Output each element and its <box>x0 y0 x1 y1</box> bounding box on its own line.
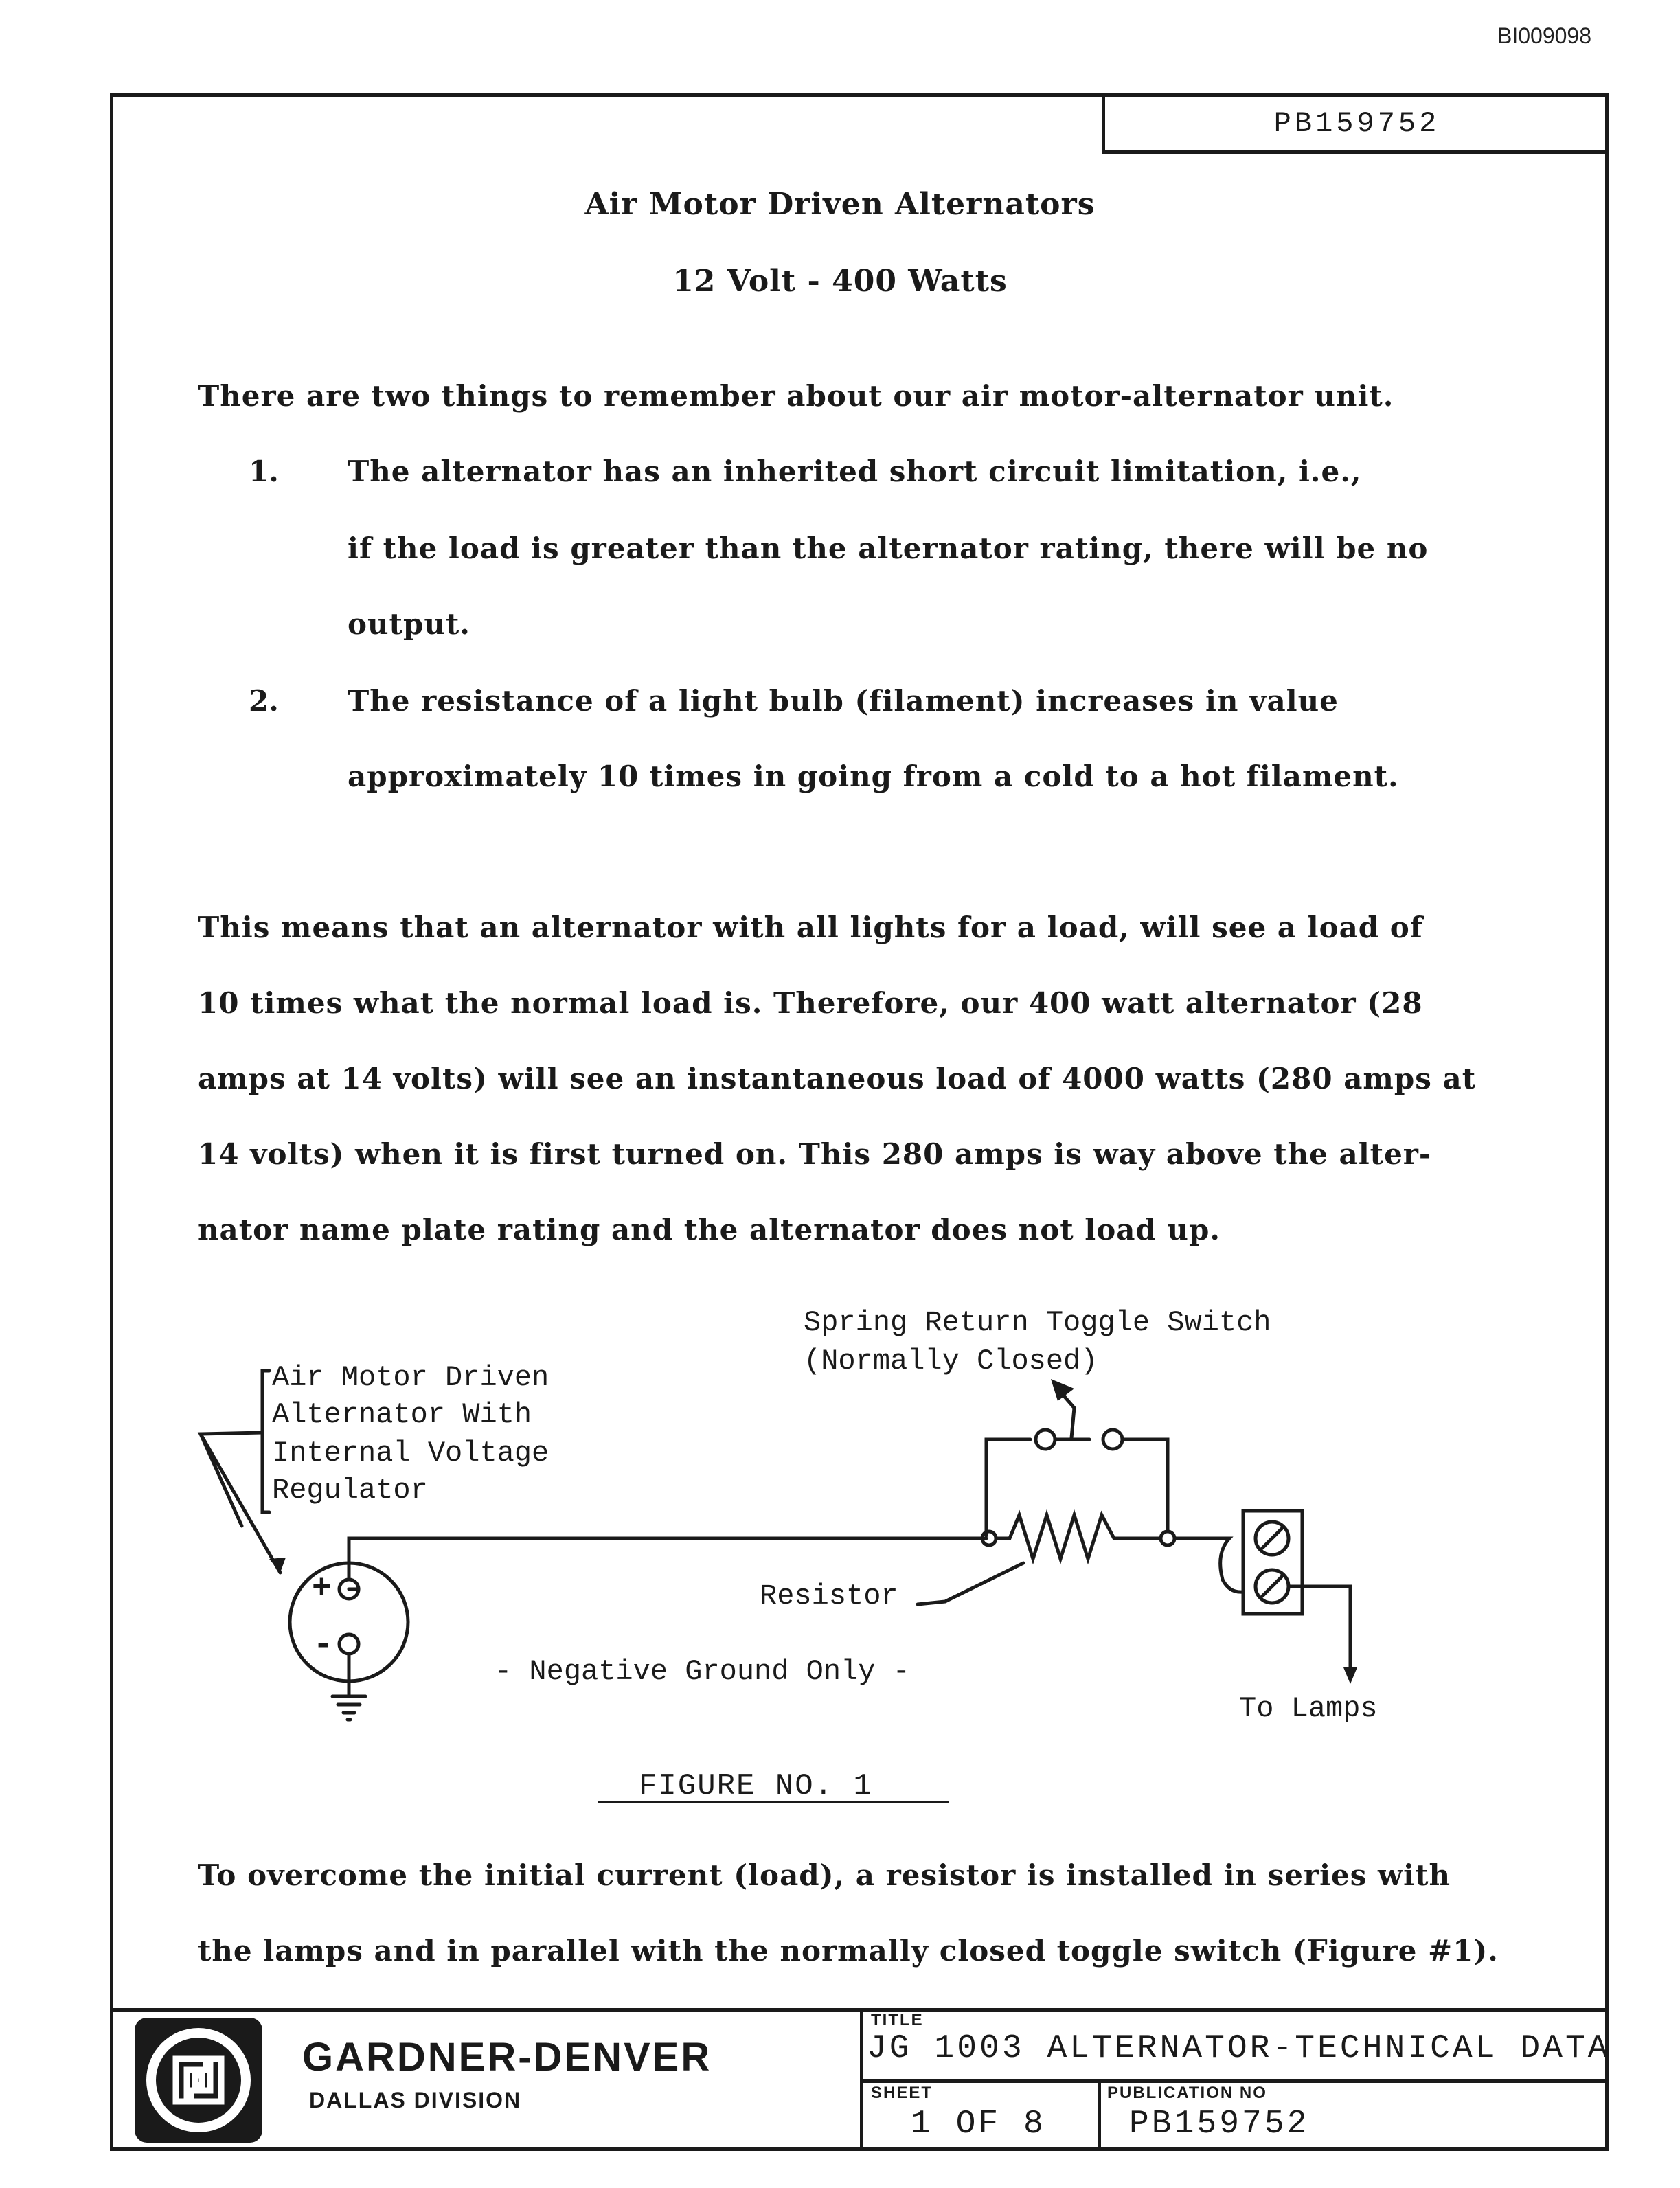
company-division: DALLAS DIVISION <box>309 2088 522 2112</box>
list-item-line: if the load is greater than the alternator rating, there will be no <box>348 532 1429 565</box>
list-item-line: output. <box>348 607 470 641</box>
leader-line <box>201 1433 280 1573</box>
publication-field-value: PB159752 <box>1129 2106 1310 2143</box>
paragraph-line: 10 times what the normal load is. Therefore, our 400 watt alternator (28 <box>198 986 1423 1020</box>
document-title: Air Motor Driven Alternators <box>584 187 1096 222</box>
list-item-line: The resistance of a light bulb (filament) increases in value <box>348 684 1339 718</box>
label-bracket <box>262 1371 269 1512</box>
alternator-label: Air Motor Driven <box>272 1361 549 1394</box>
toggle-switch-contact <box>1036 1430 1055 1449</box>
paragraph-line: 14 volts) when it is first turned on. This 280 amps is way above the alter- <box>198 1137 1432 1171</box>
company-name: GARDNER-DENVER <box>302 2035 712 2079</box>
switch-label: Spring Return Toggle Switch <box>804 1306 1271 1339</box>
publication-field-label: PUBLICATION NO <box>1107 2084 1267 2102</box>
switch-label-sub: (Normally Closed) <box>804 1345 1098 1378</box>
lamps-label: To Lamps <box>1239 1692 1378 1725</box>
plus-terminal-sign: + <box>312 1571 332 1608</box>
intro-text: There are two things to remember about our air motor-alternator unit. <box>198 379 1394 413</box>
minus-terminal-sign: - <box>313 1627 333 1664</box>
paragraph-line: the lamps and in parallel with the normally closed toggle switch (Figure #1). <box>198 1934 1499 1968</box>
sheet-field-value: 1 OF 8 <box>911 2106 1046 2143</box>
paragraph-line: To overcome the initial current (load), a resistor is installed in series with <box>198 1858 1451 1892</box>
company-logo <box>135 2018 262 2143</box>
paragraph-line: amps at 14 volts) will see an instantaneous load of 4000 watts (280 amps at <box>198 1062 1477 1095</box>
terminal-block <box>1243 1511 1302 1614</box>
footer-divider <box>110 2008 1609 2012</box>
alternator-label: Internal Voltage <box>272 1437 549 1470</box>
list-item-number: 2. <box>249 684 279 718</box>
list-item-number: 1. <box>249 455 279 488</box>
ground-symbol <box>332 1696 365 1720</box>
alternator-label: Regulator <box>272 1474 428 1507</box>
document-subtitle: 12 Volt - 400 Watts <box>672 264 1008 299</box>
output-arrow <box>1343 1667 1357 1684</box>
list-item-line: approximately 10 times in going from a cold to a hot filament. <box>348 760 1399 793</box>
resistor-label: Resistor <box>760 1580 898 1612</box>
paragraph-line: nator name plate rating and the alternator does not load up. <box>198 1213 1221 1246</box>
document-id: BI009098 <box>1497 23 1592 48</box>
sheet-field-label: SHEET <box>871 2084 933 2102</box>
footer-divider <box>1098 2079 1101 2151</box>
list-item-line: The alternator has an inherited short circuit limitation, i.e., <box>348 455 1362 488</box>
figure-caption: FIGURE NO. 1 <box>639 1769 873 1803</box>
publication-number-box: PB159752 <box>1102 96 1609 154</box>
title-field-value: JG 1003 ALTERNATOR-TECHNICAL DATA <box>867 2030 1611 2067</box>
resistor-symbol <box>996 1515 1161 1559</box>
ground-note: - Negative Ground Only - <box>495 1655 910 1688</box>
title-field-label: TITLE <box>871 2011 924 2029</box>
paragraph-line: This means that an alternator with all lights for a load, will see a load of <box>198 911 1423 944</box>
alternator-label: Alternator With <box>272 1398 532 1431</box>
footer-divider <box>860 2079 1609 2083</box>
